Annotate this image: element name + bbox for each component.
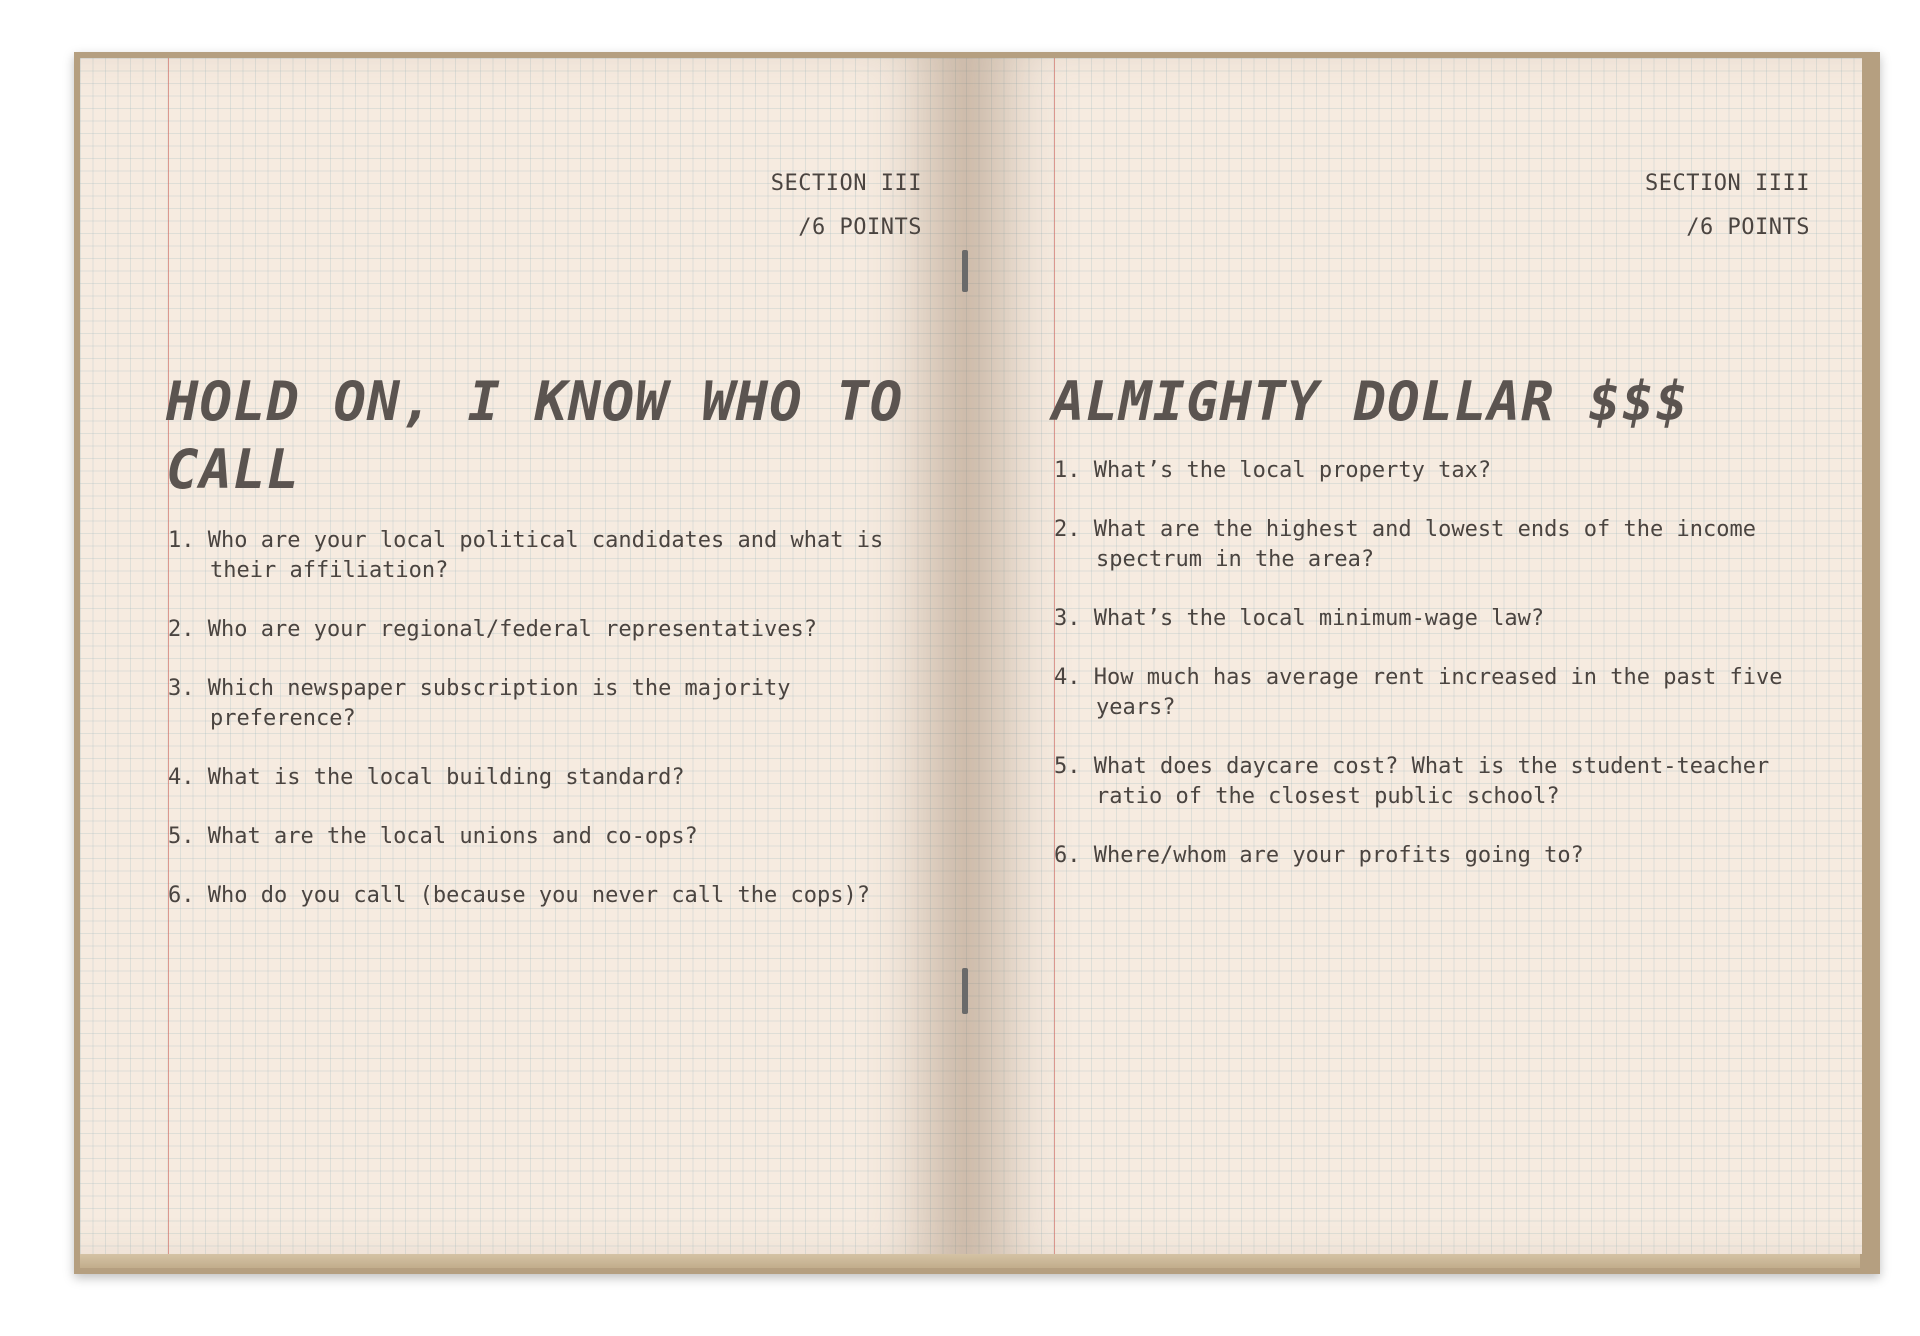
list-item: 3. Which newspaper subscription is the majority preference?	[168, 676, 791, 731]
list-item: 1. What’s the local property tax?	[1054, 458, 1492, 483]
list-item: 3. What’s the local minimum-wage law?	[1054, 606, 1545, 631]
left-section-label: SECTION III	[770, 171, 922, 196]
list-item: 2. What are the highest and lowest ends of the income spectrum in the area?	[1054, 517, 1756, 572]
staple-bottom	[962, 968, 968, 1014]
list-item: 6. Where/whom are your profits going to?	[1054, 843, 1584, 868]
list-item: 5. What does daycare cost? What is the student-teacher ratio of the closest public school?	[1054, 754, 1770, 809]
left-section-header	[771, 162, 922, 250]
list-item: 1. Who are your local political candidates and what is their affiliation?	[168, 528, 884, 583]
left-question-list	[168, 526, 928, 940]
right-section-points: /6 POINTS	[1686, 215, 1810, 240]
list-item: 4. What is the local building standard?	[168, 765, 685, 790]
right-page-title: ALMIGHTY DOLLAR $$$	[1052, 370, 1689, 433]
right-section-label: SECTION IIII	[1645, 171, 1810, 196]
list-item: 5. What are the local unions and co-ops?	[168, 824, 698, 849]
left-page-title: HOLD ON, I KNOW WHO TO CALL	[166, 370, 904, 501]
right-question-list	[1054, 456, 1834, 900]
list-item: 4. How much has average rent increased in the past five years?	[1054, 665, 1783, 720]
right-page	[966, 58, 1862, 1254]
list-item: 6. Who do you call (because you never call the cops)?	[168, 883, 870, 908]
left-section-points: /6 POINTS	[798, 215, 922, 240]
notebook-cover-edge	[80, 1252, 1860, 1268]
list-item: 2. Who are your regional/federal representatives?	[168, 617, 818, 642]
right-section-header	[1645, 162, 1810, 250]
left-page	[80, 58, 966, 1254]
staple-top	[962, 250, 968, 292]
